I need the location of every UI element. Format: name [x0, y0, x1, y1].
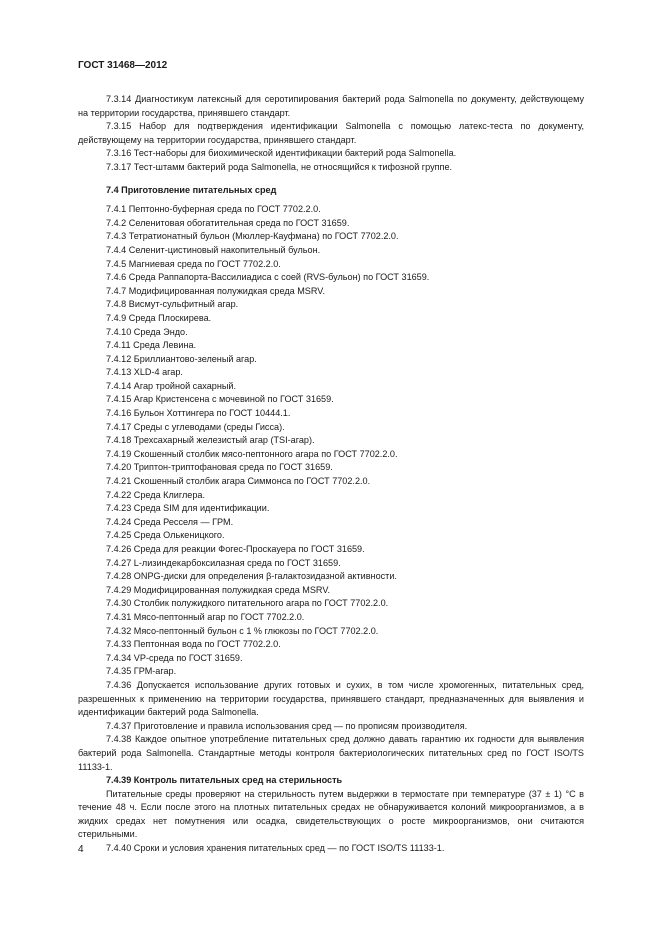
top-items — [78, 93, 584, 175]
item-7-3-14: 7.3.14 Диагностикум латексный для серотипирования бактерий рода Salmonella по документу, действующему на территории государства, принявшего стандарт. — [78, 94, 584, 118]
list-item: 7.4.31 Мясо-пептонный агар по ГОСТ 7702.2.0. — [106, 611, 305, 622]
list-item: 7.4.17 Среды с углеводами (среды Гисса). — [106, 421, 285, 432]
item-7-4-38: 7.4.38 Каждое опытное употребление питательных сред должно давать гарантию их годности для выявления бактерий рода Salmonella. Стандартные методы контроля бактериологических питательных сред по ГОСТ ISO/TS 11133-1. — [78, 734, 584, 772]
list-item: 7.4.8 Висмут-сульфитный агар. — [106, 299, 239, 310]
list-item: 7.4.35 ГРМ-агар. — [106, 666, 177, 677]
list-item: 7.4.19 Скошенный столбик мясо-пептонного агара по ГОСТ 7702.2.0. — [106, 448, 398, 459]
list-item: 7.4.15 Агар Кристенсена с мочевиной по ГОСТ 31659. — [106, 394, 334, 405]
media-list — [78, 203, 584, 679]
item-7-3-16: 7.3.16 Тест-наборы для биохимической идентификации бактерий рода Salmonella. — [106, 148, 457, 159]
item-7-4-36: 7.4.36 Допускается использование других готовых и сухих, в том числе хромогенных, питательных сред, разрешенных к применению на территории государства, принявшего стандарт, предназначенных для выявления и идентификации бактерий рода Salmonella. — [78, 679, 584, 718]
standard-header: ГОСТ 31468—2012 — [78, 60, 168, 71]
list-item: 7.4.29 Модифицированная полужидкая среда MSRV. — [106, 584, 331, 595]
list-item: 7.4.7 Модифицированная полужидкая среда MSRV. — [106, 285, 326, 296]
list-item: 7.4.10 Среда Эндо. — [106, 326, 188, 337]
heading-7-4-39: 7.4.39 Контроль питательных сред на стерильность — [106, 775, 343, 786]
list-item: 7.4.21 Скошенный столбик агара Симмонса по ГОСТ 7702.2.0. — [106, 476, 371, 487]
item-7-3-17: 7.3.17 Тест-штамм бактерий рода Salmonella, не относящийся к тифозной группе. — [106, 161, 453, 172]
list-item: 7.4.24 Среда Ресселя — ГРМ. — [106, 516, 234, 527]
list-item: 7.4.4 Селенит-цистиновый накопительный бульон. — [106, 244, 321, 255]
item-7-4-40: 7.4.40 Сроки и условия хранения питательных сред — по ГОСТ ISO/TS 11133-1. — [106, 843, 445, 854]
list-item: 7.4.23 Среда SIM для идентификации. — [106, 503, 270, 514]
list-item: 7.4.9 Среда Плоскирева. — [106, 312, 212, 323]
list-item: 7.4.14 Агар тройной сахарный. — [106, 380, 237, 391]
list-item: 7.4.20 Триптон-триптофановая среда по ГОСТ 31659. — [106, 462, 333, 473]
section-heading-7-4: 7.4 Приготовление питательных сред — [106, 184, 277, 195]
list-item: 7.4.28 ONPG-диски для определения β-галактозидазной активности. — [106, 571, 397, 582]
list-item: 7.4.18 Трехсахарный железистый агар (TSI-агар). — [106, 435, 315, 446]
list-item: 7.4.13 XLD-4 агар. — [106, 367, 183, 378]
list-item: 7.4.2 Селенитовая обогатительная среда по ГОСТ 31659. — [106, 217, 350, 228]
list-item: 7.4.34 VP-среда по ГОСТ 31659. — [106, 652, 243, 663]
list-item: 7.4.25 Среда Олькеницкого. — [106, 530, 225, 541]
list-item: 7.4.3 Тетратионатный бульон (Мюллер-Кауфмана) по ГОСТ 7702.2.0. — [106, 231, 399, 242]
item-7-3-15: 7.3.15 Набор для подтверждения идентификации Salmonella с помощью латекс-теста по документу, действующему на территории государства, принявшего стандарт. — [78, 121, 584, 145]
page-number: 4 — [78, 844, 84, 855]
list-item: 7.4.27 L-лизиндекарбоксилазная среда по ГОСТ 31659. — [106, 557, 341, 568]
list-item: 7.4.30 Столбик полужидкого питательного агара по ГОСТ 7702.2.0. — [106, 598, 389, 609]
list-item: 7.4.1 Пептонно-буферная среда по ГОСТ 7702.2.0. — [106, 204, 321, 215]
list-item: 7.4.6 Среда Раппапорта-Вассилиадиса с соей (RVS-бульон) по ГОСТ 31659. — [106, 272, 430, 283]
item-7-4-37: 7.4.37 Приготовление и правила использования сред — по прописям производителя. — [106, 720, 468, 731]
list-item: 7.4.22 Среда Клиглера. — [106, 489, 205, 500]
list-item: 7.4.12 Бриллиантово-зеленый агар. — [106, 353, 257, 364]
list-item: 7.4.16 Бульон Хоттингера по ГОСТ 10444.1. — [106, 408, 291, 419]
item-7-4-39-text: Питательные среды проверяют на стерильность путем выдержки в термостате при температуре (37 ± 1) °С в течение 48 ч. Если после этого на плотных питательных средах не обнаруживается колоний микроорганизмов, а в жидких средах нет помутнения или осадка, свидетельствующих о росте микроорганизмов, они считаются стерильными. — [78, 788, 584, 840]
page-content — [78, 93, 584, 856]
list-item: 7.4.26 Среда для реакции Фогес-Проскауера по ГОСТ 31659. — [106, 544, 365, 554]
list-item: 7.4.33 Пептонная вода по ГОСТ 7702.2.0. — [106, 639, 281, 650]
list-item: 7.4.11 Среда Левина. — [106, 340, 197, 351]
list-item: 7.4.5 Магниевая среда по ГОСТ 7702.2.0. — [106, 258, 281, 269]
list-item: 7.4.32 Мясо-пептонный бульон с 1 % глюкозы по ГОСТ 7702.2.0. — [106, 625, 379, 636]
